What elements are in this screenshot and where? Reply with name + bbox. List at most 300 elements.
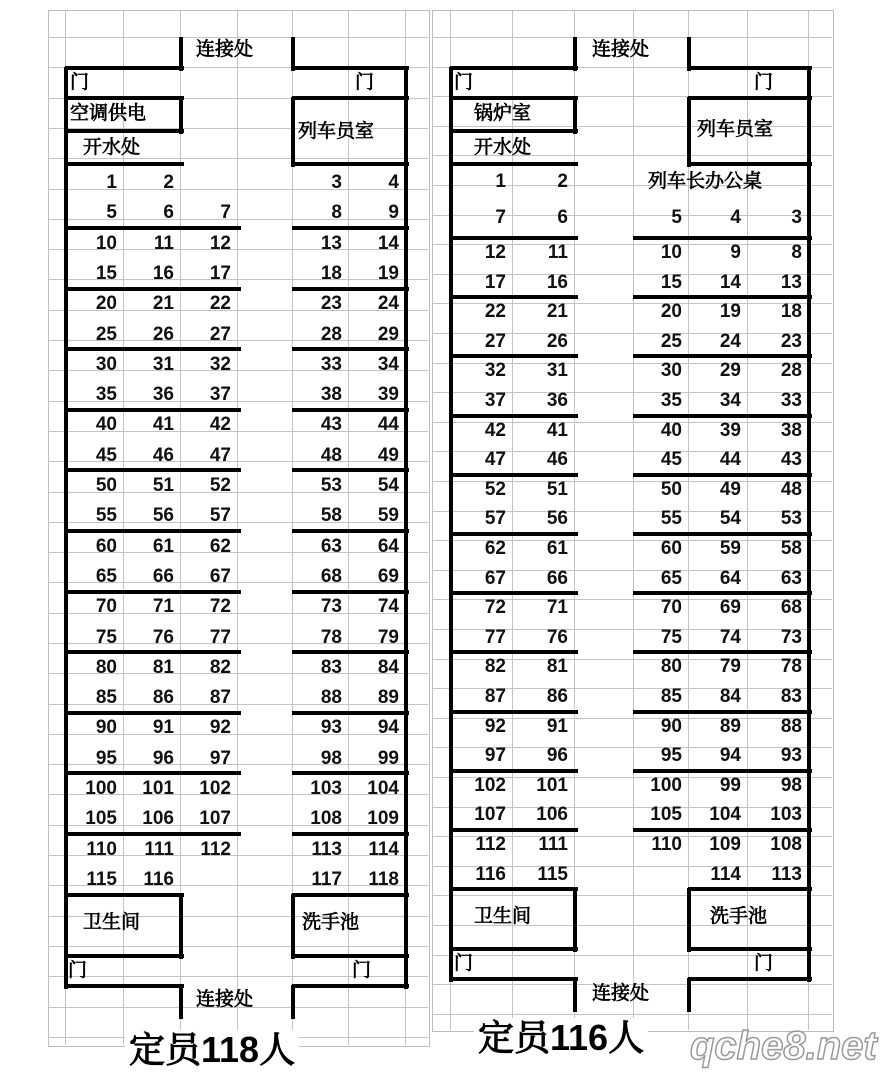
wall <box>688 947 812 951</box>
seat-number: 48 <box>320 445 342 466</box>
seat-number: 115 <box>86 869 117 890</box>
seat-number: 93 <box>320 717 342 738</box>
seat-number: 82 <box>484 656 506 677</box>
seat-number: 14 <box>377 233 399 254</box>
seat-number: 82 <box>209 657 231 678</box>
seat-number: 56 <box>546 508 568 529</box>
wall <box>291 97 295 167</box>
wall <box>450 532 578 536</box>
seat-number: 63 <box>780 568 802 589</box>
left-door-top-left: 门 <box>70 72 90 93</box>
seat-number: 101 <box>142 778 174 799</box>
seat-number: 32 <box>209 354 231 375</box>
wall <box>633 828 812 832</box>
seat-number: 111 <box>144 839 174 860</box>
wall <box>633 532 812 536</box>
seat-number: 25 <box>660 331 682 352</box>
seat-number: 65 <box>95 566 117 587</box>
right-door-top-right: 门 <box>754 72 774 93</box>
seat-number: 12 <box>484 242 506 263</box>
seat-number: 16 <box>546 272 568 293</box>
left-toilet: 卫生间 <box>83 912 141 933</box>
seat-number: 38 <box>780 420 802 441</box>
seat-number: 24 <box>719 331 741 352</box>
seat-number: 59 <box>377 505 399 526</box>
grid-line <box>433 895 832 896</box>
wall <box>688 162 812 166</box>
wall <box>179 894 183 959</box>
seat-number: 67 <box>209 566 231 587</box>
seat-number: 56 <box>152 505 174 526</box>
wall <box>65 347 241 351</box>
seat-number: 90 <box>95 717 117 738</box>
seat-number: 58 <box>320 505 342 526</box>
seat-number: 80 <box>95 657 117 678</box>
seat-number: 34 <box>377 354 399 375</box>
seat-number: 40 <box>95 414 117 435</box>
seat-number: 29 <box>377 324 399 345</box>
seat-number: 84 <box>719 686 741 707</box>
seat-number: 26 <box>152 324 174 345</box>
seat-number: 99 <box>719 775 741 796</box>
seat-number: 55 <box>95 505 117 526</box>
seat-number: 28 <box>320 324 342 345</box>
wall <box>292 96 409 100</box>
seat-number: 75 <box>95 627 117 648</box>
seat-number: 88 <box>320 687 342 708</box>
right-door-bottom-left: 门 <box>454 953 474 974</box>
boiler-room: 锅炉室 <box>474 103 532 124</box>
seat-number: 37 <box>209 384 231 405</box>
seat-number: 71 <box>546 597 568 618</box>
right-door-top-left: 门 <box>454 72 474 93</box>
conductor-desk: 列车长办公桌 <box>648 171 763 192</box>
wall <box>633 591 812 595</box>
seat-number: 51 <box>152 475 174 496</box>
seat-number: 106 <box>142 808 174 829</box>
wall <box>688 887 812 891</box>
wall <box>450 129 578 133</box>
seat-number: 81 <box>152 657 174 678</box>
wall <box>450 650 578 654</box>
seat-number: 92 <box>209 717 231 738</box>
seat-number: 31 <box>546 360 568 381</box>
seat-number: 39 <box>377 384 399 405</box>
right-connection-bottom: 连接处 <box>592 983 650 1004</box>
wall <box>292 984 409 988</box>
seat-number: 87 <box>484 686 506 707</box>
seat-number: 73 <box>780 627 802 648</box>
seat-number: 53 <box>780 508 802 529</box>
seat-number: 94 <box>719 745 741 766</box>
wall <box>450 66 578 70</box>
wall <box>450 769 578 773</box>
seat-number: 69 <box>377 566 399 587</box>
wall <box>65 650 241 654</box>
seat-number: 114 <box>368 839 399 860</box>
right-capacity: 定员116人 <box>474 1018 648 1058</box>
wall <box>450 977 578 981</box>
seat-number: 42 <box>209 414 231 435</box>
seat-number: 115 <box>537 864 568 885</box>
wall <box>450 828 578 832</box>
wall <box>633 295 812 299</box>
right-boiling-water: 开水处 <box>474 137 532 158</box>
wall <box>292 66 409 70</box>
wall <box>292 954 409 958</box>
seat-number: 89 <box>377 687 399 708</box>
seat-number: 41 <box>152 414 174 435</box>
seat-number: 28 <box>780 360 802 381</box>
left-door-bottom-right: 门 <box>352 960 372 981</box>
wall <box>633 473 812 477</box>
seat-number: 96 <box>152 748 174 769</box>
seat-number: 116 <box>475 864 506 885</box>
seat-number: 35 <box>660 390 682 411</box>
wall <box>65 893 184 897</box>
seat-number: 10 <box>95 233 117 254</box>
seat-number: 91 <box>152 717 174 738</box>
seat-number: 108 <box>310 808 342 829</box>
seat-number: 3 <box>331 172 342 193</box>
seat-number: 6 <box>557 207 568 228</box>
wall <box>687 978 691 1012</box>
seat-number: 107 <box>474 804 506 825</box>
seat-number: 6 <box>163 202 174 223</box>
grid-line <box>433 37 832 38</box>
wall <box>633 354 812 358</box>
seat-number: 111 <box>538 834 568 855</box>
seat-number: 48 <box>780 479 802 500</box>
wall <box>65 408 241 412</box>
seat-number: 75 <box>660 627 682 648</box>
seat-number: 12 <box>209 233 231 254</box>
seat-number: 81 <box>546 656 568 677</box>
seat-number: 50 <box>95 475 117 496</box>
seat-number: 94 <box>377 717 399 738</box>
seat-number: 86 <box>152 687 174 708</box>
wall <box>450 591 578 595</box>
seat-number: 71 <box>152 596 174 617</box>
seat-number: 23 <box>780 331 802 352</box>
seat-number: 46 <box>546 449 568 470</box>
wall <box>687 97 691 167</box>
seat-number: 72 <box>209 596 231 617</box>
wall <box>65 96 184 100</box>
seat-number: 54 <box>377 475 399 496</box>
seat-number: 91 <box>546 716 568 737</box>
seat-number: 78 <box>780 656 802 677</box>
right-attendant-room: 列车员室 <box>697 119 774 140</box>
seat-number: 97 <box>209 748 231 769</box>
seat-number: 86 <box>546 686 568 707</box>
seat-number: 33 <box>320 354 342 375</box>
seat-number: 38 <box>320 384 342 405</box>
seat-number: 64 <box>719 568 741 589</box>
seat-number: 43 <box>320 414 342 435</box>
seat-number: 113 <box>771 864 802 885</box>
seat-number: 53 <box>320 475 342 496</box>
seat-number: 76 <box>546 627 568 648</box>
seat-number: 11 <box>153 233 174 254</box>
seat-number: 9 <box>388 202 399 223</box>
wall <box>292 468 409 472</box>
seat-number: 51 <box>546 479 568 500</box>
seat-number: 21 <box>546 301 568 322</box>
seat-number: 69 <box>719 597 741 618</box>
seat-number: 67 <box>484 568 506 589</box>
wall <box>292 893 409 897</box>
wall <box>65 711 241 715</box>
seat-number: 55 <box>660 508 682 529</box>
seat-number: 11 <box>547 242 568 263</box>
seat-number: 105 <box>85 808 117 829</box>
wall <box>65 771 241 775</box>
seat-number: 63 <box>320 536 342 557</box>
seat-number: 57 <box>209 505 231 526</box>
seat-number: 88 <box>780 716 802 737</box>
wall <box>291 985 295 1019</box>
seat-number: 101 <box>536 775 568 796</box>
left-washbasin: 洗手池 <box>302 912 360 933</box>
seat-number: 66 <box>152 566 174 587</box>
seat-number: 21 <box>152 293 174 314</box>
grid-line <box>49 37 428 38</box>
seat-number: 46 <box>152 445 174 466</box>
seat-number: 1 <box>106 172 117 193</box>
seat-number: 87 <box>209 687 231 708</box>
seat-number: 68 <box>780 597 802 618</box>
seat-number: 102 <box>474 775 506 796</box>
seat-number: 45 <box>660 449 682 470</box>
wall <box>633 650 812 654</box>
seat-number: 70 <box>660 597 682 618</box>
wall <box>292 226 409 230</box>
seat-number: 68 <box>320 566 342 587</box>
grid-line <box>49 976 428 977</box>
wall <box>292 590 409 594</box>
seat-number: 3 <box>791 207 802 228</box>
seat-number: 61 <box>152 536 174 557</box>
left-connection-bottom: 连接处 <box>196 989 254 1010</box>
seat-number: 49 <box>377 445 399 466</box>
seat-number: 45 <box>95 445 117 466</box>
seat-number: 97 <box>484 745 506 766</box>
seat-number: 66 <box>546 568 568 589</box>
wall <box>179 985 183 1019</box>
seat-number: 17 <box>209 263 231 284</box>
wall <box>633 236 812 240</box>
seat-number: 13 <box>780 272 802 293</box>
seat-number: 49 <box>719 479 741 500</box>
seat-number: 17 <box>484 272 506 293</box>
seat-number: 60 <box>660 538 682 559</box>
seat-number: 73 <box>320 596 342 617</box>
grid-line <box>49 946 428 947</box>
seat-number: 62 <box>484 538 506 559</box>
seat-number: 19 <box>719 301 741 322</box>
seat-number: 2 <box>163 172 174 193</box>
seat-number: 89 <box>719 716 741 737</box>
seat-number: 59 <box>719 538 741 559</box>
seat-number: 44 <box>719 449 741 470</box>
wall <box>688 96 812 100</box>
seat-number: 98 <box>780 775 802 796</box>
seat-number: 16 <box>152 263 174 284</box>
wall <box>292 408 409 412</box>
seat-number: 77 <box>484 627 506 648</box>
seat-number: 14 <box>719 272 741 293</box>
seat-number: 99 <box>377 748 399 769</box>
wall <box>633 414 812 418</box>
wall <box>450 162 578 166</box>
right-door-bottom-right: 门 <box>754 953 774 974</box>
seat-number: 25 <box>95 324 117 345</box>
wall <box>65 590 241 594</box>
seat-number: 41 <box>546 420 568 441</box>
seat-number: 61 <box>546 538 568 559</box>
wall <box>291 894 295 959</box>
seat-number: 57 <box>484 508 506 529</box>
seat-number: 7 <box>220 202 231 223</box>
seat-number: 83 <box>320 657 342 678</box>
wall <box>573 888 577 952</box>
seat-number: 100 <box>85 778 117 799</box>
seat-number: 114 <box>710 864 741 885</box>
seat-number: 98 <box>320 748 342 769</box>
ac-power-room: 空调供电 <box>70 103 147 124</box>
wall <box>573 978 577 1012</box>
seat-number: 110 <box>86 839 117 860</box>
seat-number: 79 <box>719 656 741 677</box>
seat-number: 37 <box>484 390 506 411</box>
seat-number: 20 <box>95 293 117 314</box>
seat-number: 13 <box>320 233 342 254</box>
wall <box>292 832 409 836</box>
wall <box>292 771 409 775</box>
wall <box>687 888 691 952</box>
seat-number: 19 <box>377 263 399 284</box>
seat-number: 26 <box>546 331 568 352</box>
wall <box>450 354 578 358</box>
seat-number: 54 <box>719 508 741 529</box>
seat-number: 40 <box>660 420 682 441</box>
left-attendant-room: 列车员室 <box>298 121 375 142</box>
seat-number: 4 <box>388 172 399 193</box>
grid-line <box>180 11 181 1045</box>
seat-number: 60 <box>95 536 117 557</box>
seat-number: 105 <box>650 804 682 825</box>
seat-number: 35 <box>95 384 117 405</box>
seat-number: 5 <box>671 207 682 228</box>
wall <box>65 468 241 472</box>
seat-number: 47 <box>484 449 506 470</box>
wall <box>688 977 812 981</box>
seat-number: 42 <box>484 420 506 441</box>
seat-number: 110 <box>651 834 682 855</box>
seat-number: 15 <box>660 272 682 293</box>
seat-number: 52 <box>209 475 231 496</box>
seat-number: 32 <box>484 360 506 381</box>
seat-number: 36 <box>546 390 568 411</box>
seat-number: 106 <box>536 804 568 825</box>
seat-number: 78 <box>320 627 342 648</box>
seat-number: 80 <box>660 656 682 677</box>
seat-number: 7 <box>495 207 506 228</box>
seat-number: 8 <box>331 202 342 223</box>
seat-number: 34 <box>719 390 741 411</box>
seat-number: 100 <box>650 775 682 796</box>
seat-number: 93 <box>780 745 802 766</box>
seat-number: 76 <box>152 627 174 648</box>
seat-number: 10 <box>660 242 682 263</box>
seat-number: 92 <box>484 716 506 737</box>
seat-number: 85 <box>95 687 117 708</box>
seat-number: 58 <box>780 538 802 559</box>
seat-number: 112 <box>475 834 506 855</box>
seat-number: 90 <box>660 716 682 737</box>
seat-number: 22 <box>484 301 506 322</box>
wall <box>65 129 184 133</box>
seat-number: 44 <box>377 414 399 435</box>
right-toilet: 卫生间 <box>474 906 532 927</box>
wall <box>292 529 409 533</box>
seat-number: 4 <box>730 207 741 228</box>
seat-number: 104 <box>367 778 399 799</box>
seat-number: 5 <box>106 202 117 223</box>
left-boiling-water: 开水处 <box>83 137 141 158</box>
wall <box>450 295 578 299</box>
seat-number: 85 <box>660 686 682 707</box>
wall <box>65 832 241 836</box>
wall <box>65 287 241 291</box>
wall <box>292 287 409 291</box>
wall <box>450 710 578 714</box>
seat-number: 64 <box>377 536 399 557</box>
wall <box>807 67 811 982</box>
seat-number: 113 <box>311 839 342 860</box>
seat-number: 96 <box>546 745 568 766</box>
seat-number: 83 <box>780 686 802 707</box>
wall <box>292 347 409 351</box>
seat-number: 65 <box>660 568 682 589</box>
wall <box>292 162 409 166</box>
seat-number: 27 <box>484 331 506 352</box>
grid-line <box>237 11 238 1045</box>
seat-number: 74 <box>377 596 399 617</box>
grid-line <box>348 11 349 1045</box>
grid-line <box>49 158 428 159</box>
seat-number: 107 <box>199 808 231 829</box>
seat-number: 109 <box>709 834 741 855</box>
seat-number: 103 <box>310 778 342 799</box>
wall <box>292 711 409 715</box>
seat-number: 2 <box>557 171 568 192</box>
seat-number: 30 <box>660 360 682 381</box>
grid-line <box>433 1014 832 1015</box>
seat-number: 47 <box>209 445 231 466</box>
seat-number: 104 <box>709 804 741 825</box>
seat-number: 84 <box>377 657 399 678</box>
right-washbasin: 洗手池 <box>710 906 768 927</box>
wall <box>65 529 241 533</box>
seat-number: 95 <box>95 748 117 769</box>
wall <box>450 947 578 951</box>
watermark: qche8.net <box>690 1024 877 1068</box>
seat-number: 33 <box>780 390 802 411</box>
seat-number: 30 <box>95 354 117 375</box>
grid-line <box>123 11 124 1045</box>
